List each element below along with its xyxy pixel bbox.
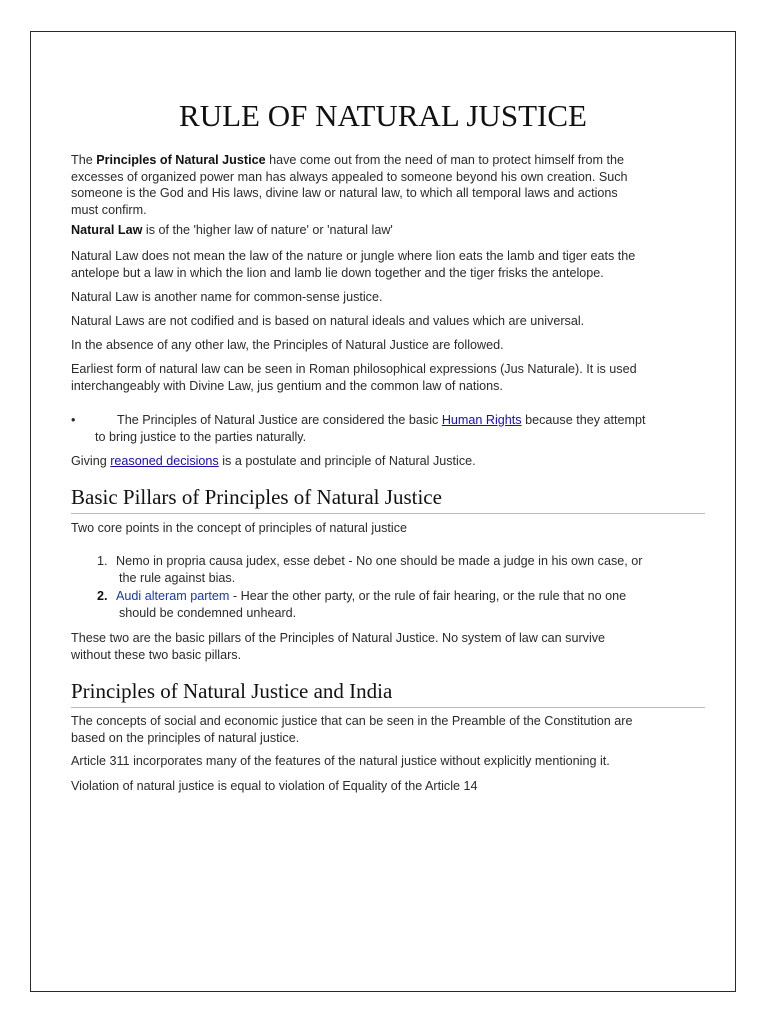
earliest-form-paragraph [71, 361, 705, 394]
audi-alteram-partem-link[interactable]: Audi alteram partem [116, 589, 230, 603]
paragraph-text: The concepts of social and economic justice that can be seen in the Preamble of the Constitution are [71, 714, 633, 728]
intro-text: must confirm. [71, 202, 147, 217]
paragraph-text: based on the principles of natural justice. [71, 730, 300, 745]
page-title: RULE OF NATURAL JUSTICE [179, 98, 587, 133]
codified-paragraph: Natural Laws are not codified and is based on natural ideals and values which are universal. [71, 314, 585, 328]
list-number: 1. [97, 554, 108, 568]
natural-law-term: Natural Law [71, 223, 143, 237]
intro-text: someone is the God and His laws, divine law or natural law, to which all temporal laws and actions [71, 186, 618, 201]
list-number: 2. [97, 589, 108, 603]
list-item-text-continuation: should be condemned unheard. [119, 605, 297, 620]
article-14-paragraph: Violation of natural justice is equal to violation of Equality of the Article 14 [71, 779, 478, 793]
numbered-list-item [71, 588, 705, 621]
paragraph-text: Giving [71, 454, 111, 468]
human-rights-link[interactable]: Human Rights [441, 413, 522, 427]
constitution-paragraph [71, 713, 705, 746]
pillars-conclusion-paragraph [71, 630, 705, 663]
intro-text: The [71, 153, 97, 167]
numbered-list-item [71, 553, 705, 586]
bullet-marker: • [71, 413, 76, 427]
intro-text: have come out from the need of man to protect himself from the [265, 153, 624, 167]
paragraph-text: Natural Law does not mean the law of the nature or jungle where lion eats the lamb and tiger eats the [71, 249, 636, 263]
list-item-text-continuation: the rule against bias. [119, 570, 236, 585]
bullet-text-part: The Principles of Natural Justice are considered the basic [117, 413, 442, 427]
common-sense-paragraph: Natural Law is another name for common-sense justice. [71, 290, 383, 304]
paragraph-text: without these two basic pillars. [71, 647, 242, 662]
section-heading-india: Principles of Natural Justice and India [71, 678, 705, 708]
paragraph-text: These two are the basic pillars of the Principles of Natural Justice. No system of law can survive [71, 631, 606, 645]
list-item-text-part: - Hear the other party, or the rule of fair hearing, or the rule that no one [229, 589, 627, 603]
bullet-text [71, 412, 705, 429]
bullet-list-item [71, 412, 705, 445]
list-item-text [71, 588, 705, 605]
article-311-paragraph: Article 311 incorporates many of the features of the natural justice without explicitly mentioning it. [71, 754, 610, 768]
reasoned-decisions-paragraph [71, 453, 705, 470]
bullet-text-continuation: to bring justice to the parties naturally. [95, 429, 307, 444]
intro-text: excesses of organized power man has always appealed to someone beyond his own creation. Such [71, 169, 628, 184]
natural-law-paragraph [71, 248, 705, 281]
reasoned-decisions-link[interactable]: reasoned decisions [110, 454, 219, 468]
section-intro: Two core points in the concept of principles of natural justice [71, 521, 408, 535]
absence-paragraph: In the absence of any other law, the Principles of Natural Justice are followed. [71, 338, 504, 352]
intro-bold-term: Principles of Natural Justice [96, 153, 266, 167]
document-page [30, 31, 736, 992]
paragraph-text: antelope but a law in which the lion and lamb lie down together and the tiger frisks the antelope. [71, 265, 604, 280]
paragraph-text: interchangeably with Divine Law, jus gentium and the common law of nations. [71, 378, 503, 393]
intro-paragraph [71, 152, 705, 218]
definition-text: is of the 'higher law of nature' or 'natural law' [142, 223, 393, 237]
section-heading-basic-pillars: Basic Pillars of Principles of Natural Justice [71, 484, 705, 514]
list-item-text: Nemo in propria causa judex, esse debet - No one should be made a judge in his own case, or [116, 554, 643, 568]
paragraph-text: Earliest form of natural law can be seen in Roman philosophical expressions (Jus Naturale). It is used [71, 362, 637, 376]
natural-law-definition [71, 222, 705, 239]
paragraph-text: is a postulate and principle of Natural Justice. [218, 454, 476, 468]
bullet-text-part: because they attempt [521, 413, 646, 427]
